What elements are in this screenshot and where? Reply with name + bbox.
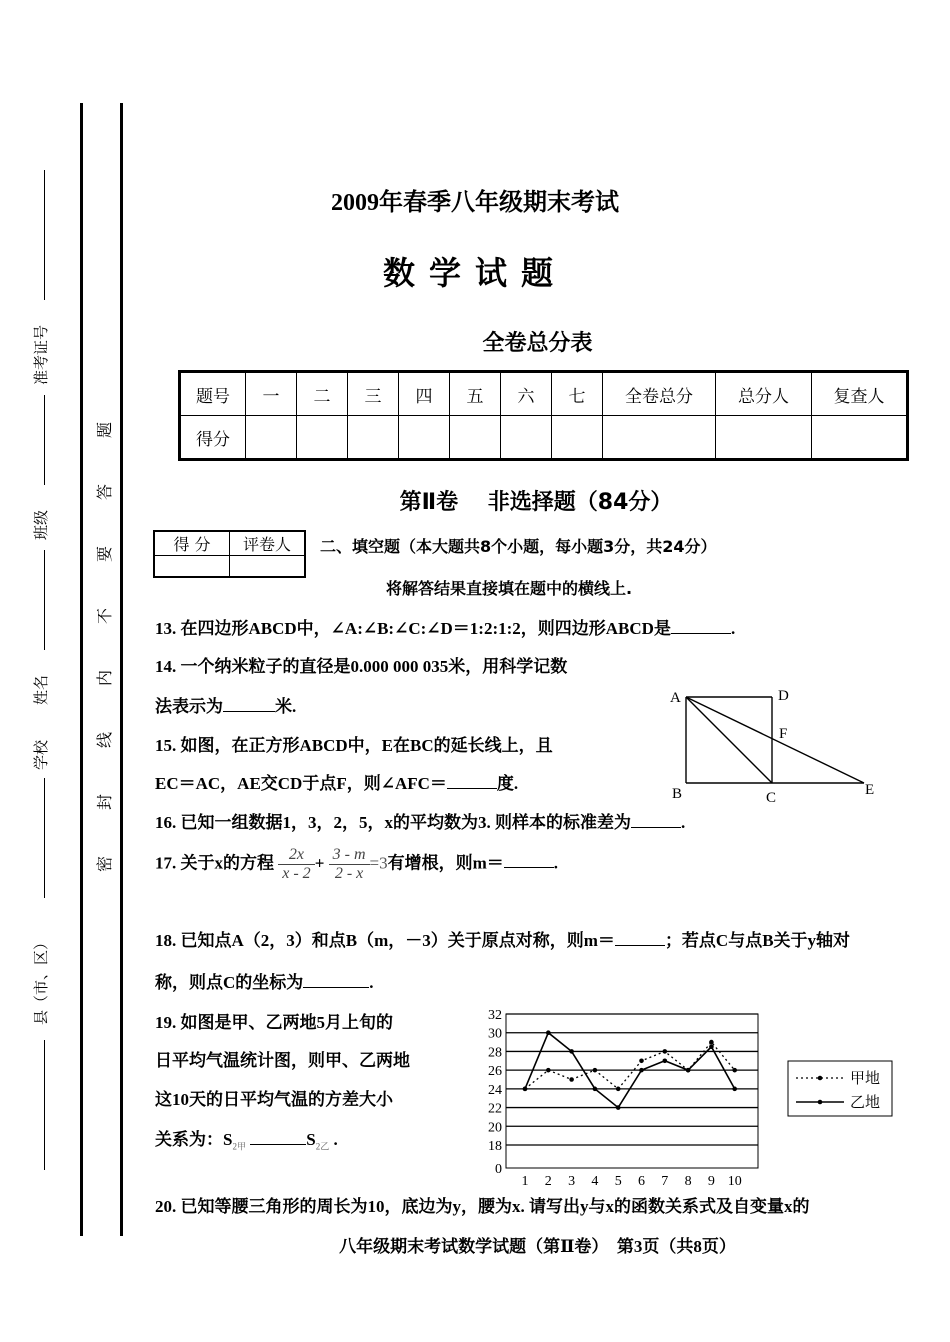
x-tick-label: 5	[614, 1174, 622, 1189]
x-tick-label: 7	[661, 1174, 669, 1189]
class-blank-upper[interactable]	[44, 395, 45, 485]
question-18-end: .	[369, 973, 374, 992]
grader-header: 评卷人	[230, 531, 306, 556]
subscript-jia: 2甲	[232, 1141, 246, 1152]
data-point	[616, 1105, 621, 1110]
point-label-d: D	[778, 688, 789, 704]
question-14-end: 米.	[275, 697, 297, 716]
answer-blank-18b[interactable]	[303, 987, 369, 988]
figure-line-ac	[686, 697, 772, 783]
point-label-b: B	[672, 786, 683, 802]
data-point	[593, 1068, 598, 1073]
class-label: 班级	[34, 509, 50, 540]
score-header-cell: 五	[450, 372, 501, 416]
total-score-table	[178, 370, 909, 461]
question-17	[155, 846, 558, 883]
score-cell[interactable]	[246, 416, 297, 460]
fraction-1	[278, 846, 314, 883]
plus-sign: +	[314, 853, 325, 873]
score-header-cell: 二	[297, 372, 348, 416]
question-15-text: EC＝AC，AE交CD于点F，则∠AFC＝	[155, 774, 447, 793]
data-point	[569, 1077, 574, 1082]
y-tick-label: 30	[488, 1026, 502, 1042]
equals-three: =3	[369, 853, 388, 873]
score-header-cell: 四	[399, 372, 450, 416]
question-18-line1	[155, 926, 850, 951]
question-18-text-3: 称，则点C的坐标为	[155, 973, 304, 992]
score-table-score-row	[180, 416, 908, 460]
temperature-line-chart	[470, 1003, 900, 1193]
subject-title: 数学试题	[382, 254, 567, 292]
name-label: 姓名	[34, 674, 50, 705]
score-header-cell: 题号	[180, 372, 246, 416]
county-blank[interactable]	[44, 1040, 45, 1170]
class-blank-lower[interactable]	[44, 550, 45, 650]
x-tick-label: 1	[521, 1174, 529, 1189]
x-tick-label: 8	[684, 1174, 692, 1189]
question-18-text-2: ；若点C与点B关于y轴对	[664, 931, 851, 950]
subscript-yi: 2乙	[315, 1141, 330, 1152]
question-17-text-2: 有增根，则m＝	[387, 853, 504, 873]
question-16-text: 16. 已知一组数据1，3，2，5，x的平均数为3. 则样本的标准差为	[155, 813, 631, 832]
data-point	[593, 1087, 598, 1092]
square-figure	[660, 683, 880, 808]
data-point	[546, 1068, 551, 1073]
y-tick-label: 32	[488, 1008, 502, 1023]
series-line-1	[525, 1042, 735, 1089]
x-tick-label: 2	[544, 1174, 552, 1189]
section-instruction: 将解答结果直接填在题中的横线上.	[386, 579, 633, 598]
question-13-end: .	[730, 619, 736, 638]
answer-blank-18a[interactable]	[615, 945, 665, 946]
legend-label: 甲地	[850, 1069, 881, 1087]
data-point	[732, 1087, 737, 1092]
answer-blank-19[interactable]	[250, 1144, 306, 1145]
question-19-line1: 19. 如图是甲、乙两地5月上旬的	[155, 1013, 393, 1032]
score-table-title: 全卷总分表	[482, 331, 593, 356]
question-14-line2	[155, 692, 296, 717]
x-tick-label: 4	[591, 1174, 599, 1189]
data-point	[663, 1049, 668, 1054]
school-label: 学校	[34, 739, 50, 770]
exam-id-label: 准考证号	[34, 324, 50, 385]
score-header-cell: 总分人	[716, 372, 812, 416]
answer-blank-14[interactable]	[223, 711, 275, 712]
score-header-cell: 三	[348, 372, 399, 416]
section-heading: 二、填空题（本大题共8个小题，每小题3分，共24分）	[320, 537, 717, 556]
point-label-f: F	[779, 726, 788, 742]
x-tick-label: 6	[638, 1174, 645, 1189]
score-cell[interactable]	[552, 416, 603, 460]
grader-score-cell[interactable]	[154, 556, 230, 578]
data-point	[663, 1058, 668, 1063]
data-point	[686, 1068, 691, 1073]
question-17-text: 17. 关于x的方程	[155, 853, 274, 873]
question-14-line1: 14. 一个纳米粒子的直径是0.000 000 035米，用科学记数	[155, 657, 568, 676]
legend-marker	[818, 1100, 823, 1105]
data-point	[523, 1087, 528, 1092]
question-14-text: 法表示为	[155, 697, 223, 716]
answer-blank-17[interactable]	[504, 867, 554, 868]
exam-title: 2009年春季八年级期末考试	[331, 190, 619, 216]
county-label: 县（市、区）	[34, 934, 50, 1025]
grader-header: 得 分	[154, 531, 230, 556]
question-19-s: S	[306, 1130, 316, 1149]
score-header-cell: 六	[501, 372, 552, 416]
point-label-a: A	[670, 690, 681, 706]
question-19-line2: 日平均气温统计图，则甲、乙两地	[155, 1051, 410, 1070]
question-19-line3: 这10天的日平均气温的方差大小	[155, 1090, 393, 1109]
score-cell[interactable]	[348, 416, 399, 460]
figure-line-ae	[686, 697, 864, 783]
legend-label: 乙地	[850, 1093, 881, 1111]
point-label-c: C	[766, 790, 777, 806]
section-title: 第Ⅱ卷 非选择题（84分）	[399, 490, 673, 515]
y-tick-label: 24	[488, 1082, 502, 1098]
score-header-cell: 全卷总分	[603, 372, 716, 416]
grader-name-cell[interactable]	[230, 556, 306, 578]
y-tick-label: 28	[488, 1045, 502, 1061]
question-18-text: 18. 已知点A（2，3）和点B（m，－3）关于原点对称，则m＝	[155, 931, 615, 950]
y-tick-label: 0	[495, 1162, 502, 1177]
data-point	[709, 1040, 714, 1045]
fraction-2-numerator: 3 - m	[329, 846, 370, 865]
score-row-label: 得分	[180, 416, 246, 460]
data-point	[616, 1087, 621, 1092]
score-header-cell: 复查人	[812, 372, 908, 416]
y-tick-label: 22	[488, 1101, 502, 1117]
answer-blank-13[interactable]	[671, 633, 731, 634]
score-cell[interactable]	[812, 416, 908, 460]
question-20: 20. 已知等腰三角形的周长为10，底边为y，腰为x. 请写出y与x的函数关系式及自变量x的	[155, 1197, 810, 1216]
question-19-end: .	[333, 1130, 338, 1149]
data-point	[569, 1049, 574, 1054]
question-13	[155, 614, 735, 639]
fraction-1-numerator: 2x	[278, 846, 314, 865]
score-table-header-row	[180, 372, 908, 416]
data-point	[546, 1030, 551, 1035]
answer-blank-15[interactable]	[447, 788, 497, 789]
page-footer: 八年级期末考试数学试题（第Ⅱ卷） 第3页（共8页）	[339, 1237, 736, 1256]
question-15-line2	[155, 769, 518, 794]
score-cell[interactable]	[297, 416, 348, 460]
score-cell[interactable]	[716, 416, 812, 460]
answer-blank-16[interactable]	[631, 827, 681, 828]
x-tick-label: 10	[727, 1174, 742, 1189]
x-tick-label: 9	[707, 1174, 715, 1189]
score-cell[interactable]	[603, 416, 716, 460]
school-blank[interactable]	[44, 778, 45, 898]
y-tick-label: 18	[488, 1139, 502, 1154]
y-tick-label: 26	[488, 1064, 502, 1080]
question-15-end: 度.	[496, 774, 519, 793]
question-17-end: .	[553, 853, 559, 873]
seal-warning: 密 封 线 内 不 要 答 题	[97, 400, 114, 872]
x-tick-label: 3	[568, 1174, 576, 1189]
question-19-line4	[155, 1125, 338, 1152]
question-16	[155, 808, 685, 833]
question-18-line2	[155, 968, 374, 993]
question-16-end: .	[681, 813, 686, 832]
grader-table	[153, 530, 306, 578]
data-point	[709, 1044, 714, 1049]
fraction-2-denominator: 2 - x	[334, 865, 364, 882]
score-header-cell: 一	[246, 372, 297, 416]
y-tick-label: 20	[488, 1120, 502, 1136]
question-15-line1: 15. 如图，在正方形ABCD中，E在BC的延长线上，且	[155, 736, 553, 755]
fraction-2	[329, 846, 370, 883]
question-13-text: 13. 在四边形ABCD中，∠A:∠B:∠C:∠D＝1:2:1:2，则四边形ABCD是	[155, 619, 671, 638]
data-point	[732, 1068, 737, 1073]
question-19-text: 关系为：S	[155, 1130, 233, 1149]
score-cell[interactable]	[450, 416, 501, 460]
score-cell[interactable]	[399, 416, 450, 460]
data-point	[639, 1058, 644, 1063]
score-header-cell: 七	[552, 372, 603, 416]
point-label-e: E	[865, 782, 875, 798]
data-point	[639, 1068, 644, 1073]
score-cell[interactable]	[501, 416, 552, 460]
fraction-1-denominator: x - 2	[282, 865, 311, 882]
legend-marker	[818, 1076, 823, 1081]
